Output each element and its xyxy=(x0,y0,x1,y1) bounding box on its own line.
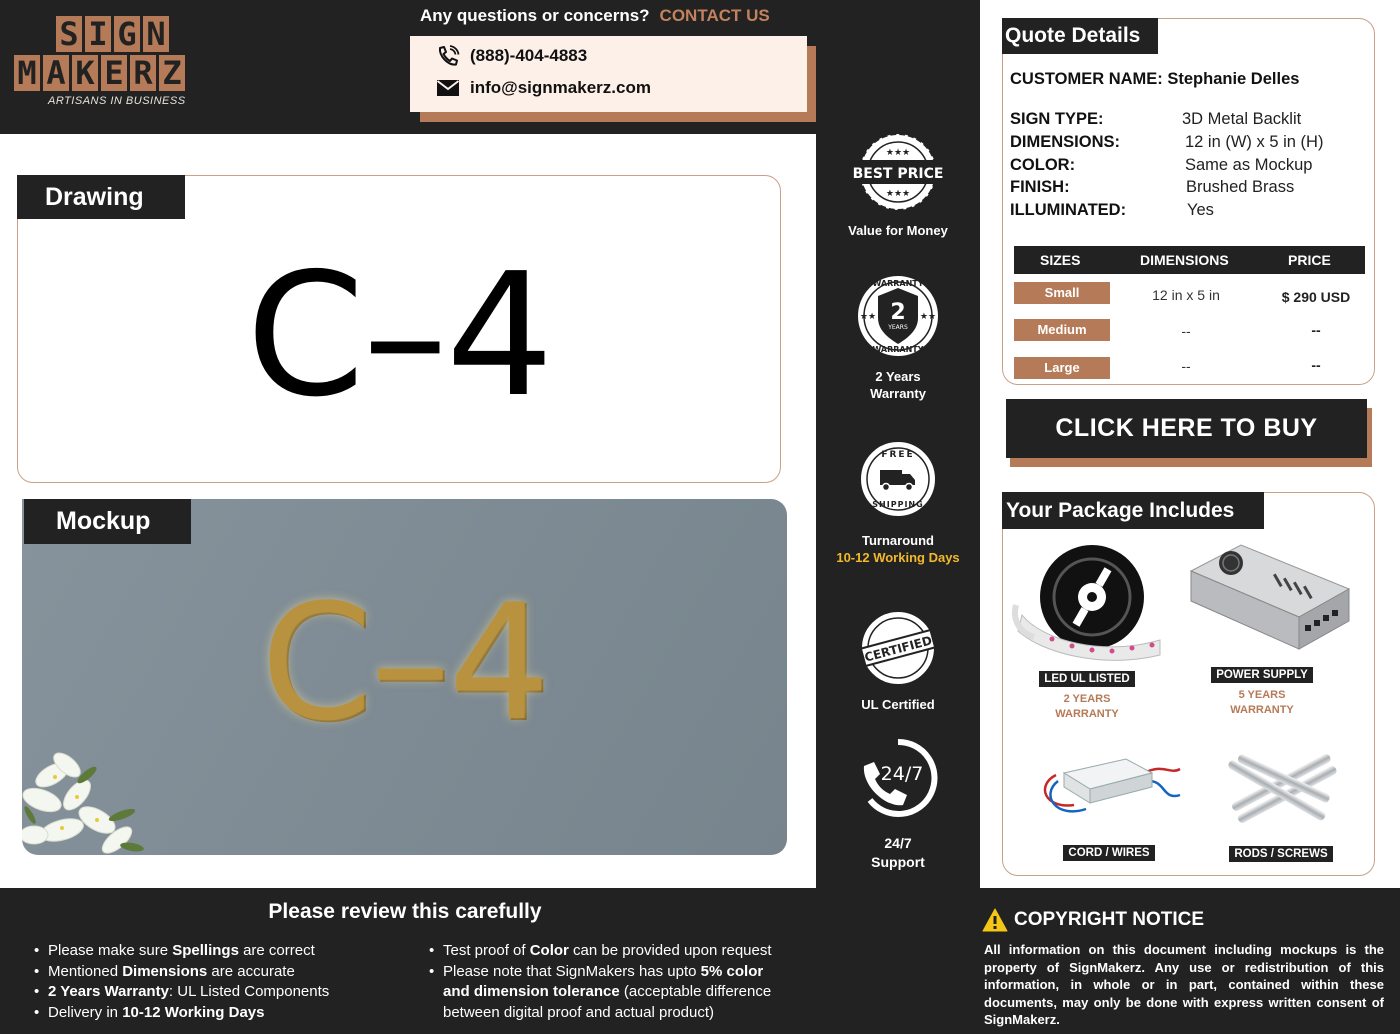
drawing-label: Drawing xyxy=(17,175,185,219)
drawing-sign-text: C–4 xyxy=(246,237,552,435)
spec-value: Yes xyxy=(1187,201,1214,219)
contact-question-text: Any questions or concerns? xyxy=(420,6,650,25)
best-price-icon xyxy=(850,132,946,218)
size-large[interactable]: Large xyxy=(1014,357,1110,379)
package-item-power-supply xyxy=(1187,541,1337,718)
spec-key: ILLUMINATED: xyxy=(1010,201,1127,219)
support-icon-text: 24/7 xyxy=(880,763,924,785)
size-medium[interactable]: Medium xyxy=(1014,319,1110,341)
badge-label xyxy=(816,834,980,872)
phone-line[interactable] xyxy=(436,45,587,67)
svg-text:★★★: ★★★ xyxy=(885,188,911,198)
size-price: $ 290 USD xyxy=(1281,289,1351,305)
size-small[interactable]: Small xyxy=(1014,282,1110,304)
svg-text:★★: ★★ xyxy=(919,311,937,321)
logo-letter: E xyxy=(101,55,127,91)
warranty-number: 2 xyxy=(890,300,906,325)
logo-letter: G xyxy=(114,16,140,52)
spec-value: 12 in (W) x 5 in (H) xyxy=(1185,133,1324,151)
phone-icon xyxy=(436,45,460,67)
logo-letter: I xyxy=(85,16,111,52)
package-item-led xyxy=(1012,545,1162,722)
copyright-title xyxy=(982,908,1204,932)
sizes-table-header xyxy=(1014,246,1365,274)
certified-icon xyxy=(858,608,938,688)
spec-value: Same as Mockup xyxy=(1185,156,1313,174)
badge-certified xyxy=(816,608,980,713)
badge-label xyxy=(816,532,980,566)
column-header: PRICE xyxy=(1288,252,1331,268)
size-dimensions: 12 in x 5 in xyxy=(1152,287,1220,303)
cord-wires-image xyxy=(1034,745,1184,835)
spec-key: DIMENSIONS: xyxy=(1010,133,1121,151)
mockup-label: Mockup xyxy=(24,499,191,544)
logo-letter: Z xyxy=(159,55,185,91)
review-list-right xyxy=(429,941,829,1023)
badge-label xyxy=(816,368,980,402)
contact-question xyxy=(420,6,770,26)
column-header: SIZES xyxy=(1040,252,1081,268)
email-line[interactable] xyxy=(436,77,651,99)
rods-screws-image xyxy=(1206,748,1356,834)
size-price: -- xyxy=(1311,357,1321,373)
package-item-rods xyxy=(1206,748,1356,862)
logo-letter: R xyxy=(130,55,156,91)
flowers-image xyxy=(22,715,152,855)
size-dimensions: -- xyxy=(1181,358,1191,374)
quote-details-title: Quote Details xyxy=(1002,18,1158,54)
review-title: Please review this carefully xyxy=(268,900,542,923)
svg-text:★★★: ★★★ xyxy=(885,147,911,157)
logo-letter: S xyxy=(56,16,82,52)
badge-label: UL Certified xyxy=(861,697,935,712)
package-item-warranty xyxy=(1187,688,1337,718)
spec-value: Brushed Brass xyxy=(1186,178,1295,196)
badge-warranty xyxy=(816,272,980,402)
size-dimensions: -- xyxy=(1181,323,1191,339)
review-item: • Please make sure Spellings are correct xyxy=(34,941,329,962)
warranty-line: WARRANTY xyxy=(1055,708,1119,720)
warranty-line: WARRANTY xyxy=(1230,704,1294,716)
badge-support xyxy=(816,736,980,872)
free-text: FREE xyxy=(881,450,915,460)
badge-line1: Turnaround xyxy=(862,533,934,548)
spec-key: COLOR: xyxy=(1010,156,1076,174)
review-list-left xyxy=(34,941,329,1023)
customer-label: CUSTOMER NAME: xyxy=(1010,70,1163,88)
customer-name-row xyxy=(1010,70,1299,89)
badge-label: Value for Money xyxy=(848,223,948,238)
mail-icon xyxy=(436,77,460,99)
package-item-name: POWER SUPPLY xyxy=(1211,667,1313,683)
spec-key: SIGN TYPE: xyxy=(1010,110,1104,128)
package-item-name: CORD / WIRES xyxy=(1063,845,1154,861)
contact-us-link[interactable]: CONTACT US xyxy=(659,6,770,25)
warranty-top-text: WARRANTY xyxy=(872,279,924,288)
logo-letter: M xyxy=(14,55,40,91)
free-shipping-icon xyxy=(857,438,939,520)
email-address: info@signmakerz.com xyxy=(470,78,651,97)
certified-text: CERTIFIED xyxy=(863,633,934,665)
review-item: • Test proof of Color can be provided upon request xyxy=(429,941,829,962)
logo-letter: A xyxy=(43,55,69,91)
warranty-years: YEARS xyxy=(888,324,908,331)
power-supply-image xyxy=(1187,541,1351,665)
logo-letter: N xyxy=(143,16,169,52)
copyright-text: All information on this document including mockups is the property of SignMakerz. Any use or redistribution of this information, in whole or in part, contained within these documents, may only be done with express written consent of SignMakerz. xyxy=(984,942,1384,1027)
contact-box xyxy=(410,36,807,112)
logo-letter: K xyxy=(72,55,98,91)
brand-logo xyxy=(14,16,210,107)
spec-key: FINISH: xyxy=(1010,178,1070,196)
svg-text:★★: ★★ xyxy=(859,311,877,321)
copyright-title-text: COPYRIGHT NOTICE xyxy=(1014,909,1205,930)
customer-name: Stephanie Delles xyxy=(1167,70,1300,88)
badge-line1: 2 Years xyxy=(875,369,921,384)
badge-shipping xyxy=(816,438,980,566)
review-item: • Please note that SignMakers has upto 5% color and dimension tolerance (acceptable difference between digital proof and actual product) xyxy=(429,962,829,1024)
support-icon xyxy=(856,736,940,820)
warranty-icon xyxy=(854,272,942,360)
mockup-sign-text: C–4 xyxy=(260,569,549,756)
buy-button[interactable]: CLICK HERE TO BUY xyxy=(1006,399,1367,458)
spec-value: 3D Metal Backlit xyxy=(1182,110,1302,128)
badge-best-price xyxy=(816,132,980,239)
warranty-line: 2 YEARS xyxy=(1063,693,1111,705)
badge-line1: 24/7 xyxy=(884,835,912,851)
shipping-text: SHIPPING xyxy=(872,500,924,509)
brand-tagline: ARTISANS IN BUSINESS xyxy=(48,95,186,107)
badge-line2: Support xyxy=(871,854,925,870)
phone-number: (888)-404-4883 xyxy=(470,46,588,65)
package-item-name: RODS / SCREWS xyxy=(1229,846,1332,862)
warranty-bottom-text: WARRANTY xyxy=(872,345,924,354)
warning-icon xyxy=(982,908,1008,932)
led-strip-image xyxy=(1012,545,1162,669)
package-item-name: LED UL LISTED xyxy=(1039,671,1134,687)
size-price: -- xyxy=(1311,322,1321,338)
badge-line2: Warranty xyxy=(870,386,926,401)
review-item: • 2 Years Warranty: UL Listed Components xyxy=(34,982,329,1003)
review-item: • Mentioned Dimensions are accurate xyxy=(34,962,329,983)
turnaround-days: 10-12 Working Days xyxy=(836,550,960,565)
package-title: Your Package Includes xyxy=(1002,492,1264,529)
package-item-cord xyxy=(1034,745,1184,861)
column-header: DIMENSIONS xyxy=(1140,252,1229,268)
review-item: • Delivery in 10-12 Working Days xyxy=(34,1003,329,1024)
warranty-line: 5 YEARS xyxy=(1238,689,1286,701)
best-price-text: BEST PRICE xyxy=(852,166,944,182)
package-item-warranty xyxy=(1012,692,1162,722)
